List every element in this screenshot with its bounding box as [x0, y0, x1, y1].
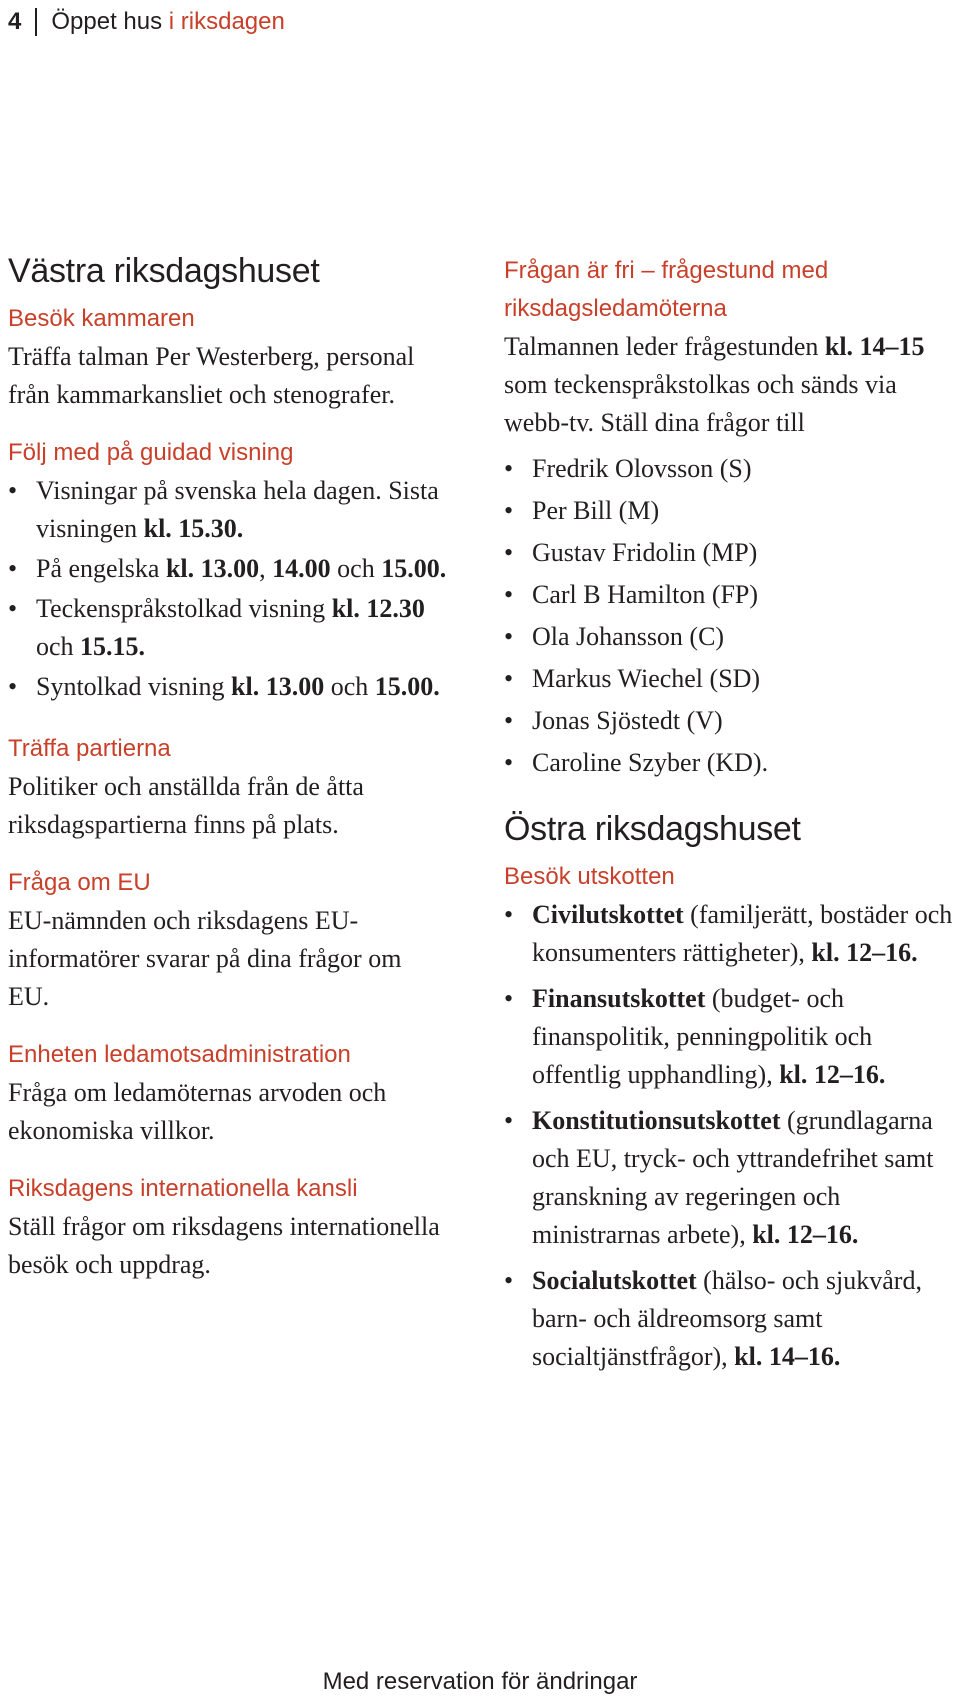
- list-item: • Ola Johansson (C): [504, 616, 956, 658]
- list-item: • Carl B Hamilton (FP): [504, 574, 956, 616]
- text-besok-kammaren: Träffa talman Per Westerberg, personal från kammarkansliet och stenografer.: [8, 342, 415, 409]
- subheading-internationella-kansli: Riksdagens internationella kansli: [8, 1175, 358, 1202]
- list-item: • Visningar på svenska hela dagen. Sista visningen kl. 15.30.: [8, 472, 448, 548]
- list-item: • Fredrik Olovsson (S): [504, 448, 956, 490]
- subheading-guidad-visning: Följ med på guidad visning: [8, 439, 294, 466]
- text-fraga-om-eu: EU-nämnden och riksdagens EU-informatörer svarar på dina frågor om EU.: [8, 906, 402, 1011]
- heading-ostra: Östra riksdagshuset: [504, 810, 801, 848]
- list-item: • Markus Wiechel (SD): [504, 658, 956, 700]
- left-column: [8, 250, 448, 1304]
- list-item: • Per Bill (M): [504, 490, 956, 532]
- guided-tour-list: [8, 472, 448, 706]
- header-divider: [35, 8, 37, 36]
- list-item: • Syntolkad visning kl. 13.00 och 15.00.: [8, 668, 448, 706]
- footer-note: Med reservation för ändringar: [322, 1668, 638, 1695]
- heading-vastra: Västra riksdagshuset: [8, 252, 320, 290]
- list-item: • Teckenspråkstolkad visning kl. 12.30 och 15.15.: [8, 590, 448, 666]
- list-item: • Finansutskottet (budget- och finanspolitik, penningpolitik och offentlig upphandling), kl. 12–16.: [504, 980, 956, 1094]
- list-item: • Civilutskottet (familjerätt, bostäder och konsumenters rättigheter), kl. 12–16.: [504, 896, 956, 972]
- subheading-besok-kammaren: Besök kammaren: [8, 305, 195, 332]
- text-fragestund: Talmannen leder frågestunden kl. 14–15 som teckenspråkstolkas och sänds via webb-tv. Ställ dina frågor till: [504, 332, 925, 437]
- list-item: • Socialutskottet (hälso- och sjukvård, barn- och äldreomsorg samt socialtjänstfrågor), kl. 14–16.: [504, 1262, 956, 1376]
- subheading-besok-utskotten: Besök utskotten: [504, 863, 675, 890]
- list-item: • Konstitutionsutskottet (grundlagarna och EU, tryck- och yttrandefrihet samt granskning av regeringen och ministrarnas arbete), kl. 12–16.: [504, 1102, 956, 1254]
- text-ledamotsadministration: Fråga om ledamöternas arvoden och ekonomiska villkor.: [8, 1078, 387, 1145]
- page-header: [8, 6, 285, 38]
- subheading-ledamotsadministration: Enheten ledamotsadministration: [8, 1041, 351, 1068]
- list-item: • Jonas Sjöstedt (V): [504, 700, 956, 742]
- text-internationella-kansli: Ställ frågor om riksdagens internationella besök och uppdrag.: [8, 1212, 440, 1279]
- list-item: • På engelska kl. 13.00, 14.00 och 15.00.: [8, 550, 448, 588]
- committee-list: [504, 896, 956, 1376]
- page-number: 4: [8, 8, 22, 35]
- list-item: • Gustav Fridolin (MP): [504, 532, 956, 574]
- subheading-fraga-om-eu: Fråga om EU: [8, 869, 151, 896]
- text-traffa-partierna: Politiker och anställda från de åtta riksdagspartierna finns på plats.: [8, 772, 364, 839]
- subheading-traffa-partierna: Träffa partierna: [8, 735, 171, 762]
- right-column: [504, 252, 956, 1400]
- publication-title: Öppet hus i riksdagen: [51, 8, 285, 35]
- list-item: • Caroline Szyber (KD).: [504, 742, 956, 784]
- subheading-fragestund: Frågan är fri – frågestund med riksdagsledamöterna: [504, 257, 829, 322]
- member-list: [504, 448, 956, 784]
